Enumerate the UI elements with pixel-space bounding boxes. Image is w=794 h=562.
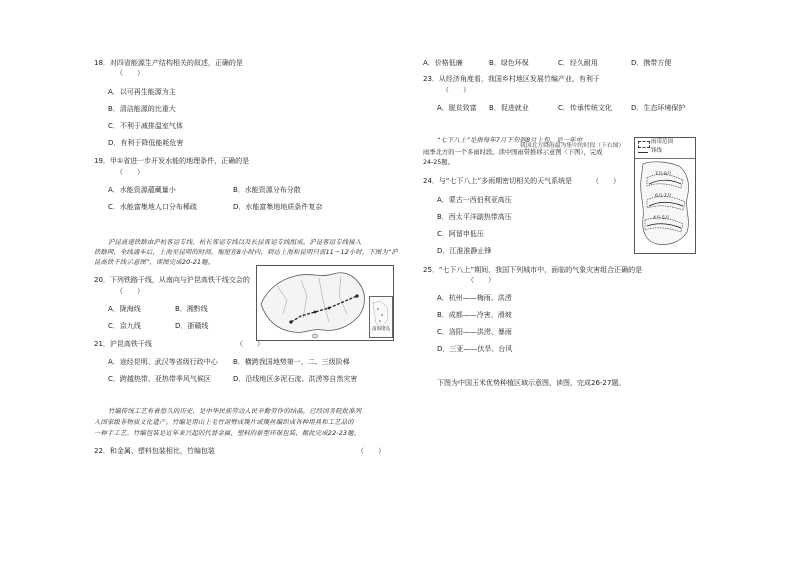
q23-option-d[interactable]: D．生态环境保护 — [631, 104, 686, 112]
passage2-line3: 一种手工艺。竹编包装是近年来兴起的代替金属、塑料的新型环保包装，据此完成22-23题。 — [94, 430, 361, 437]
passage3-line1: “七下八上”是指每年7月下旬到8月上旬，是一年中 — [437, 137, 583, 144]
q18-option-a[interactable]: A．以可再生能源为主 — [108, 88, 176, 96]
q18-option-b[interactable]: B．清洁能源的比重大 — [108, 105, 176, 113]
belt-label-may: 4月-5月 — [653, 216, 670, 221]
q20-option-d[interactable]: D．浙赣线 — [175, 322, 209, 330]
legend-rain-belt-icon — [638, 141, 650, 148]
passage3-line2: 雨季北方的一个多雨时段。读中国雨带推移示意图（下图），完成 — [423, 149, 603, 156]
q23-option-c[interactable]: C．传承传统文化 — [558, 104, 612, 112]
passage1-line3: 昆高铁干线示意图”，读图完成20-21题。 — [94, 259, 215, 266]
passage2-line2: 入国家级非物质文化遗产。竹编是用山上毛竹剖劈成篾片或篾丝编织成各种用具和工艺品的 — [94, 419, 354, 426]
legend-front-label: 锋线 — [651, 148, 663, 154]
q24-option-c[interactable]: C．阿留申低压 — [437, 230, 484, 238]
q25-stem: 25．“七下八上”期间，我国下列城市中，面临的气象灾害组合正确的是 — [423, 266, 643, 274]
q19-paren: （ ） — [116, 168, 144, 176]
q22-stem: 22．和金属、塑料包装相比，竹编包装 — [94, 447, 215, 455]
passage2-line1: 竹编传统工艺有着悠久的历史，是中华民族劳动人民辛勤劳作的结晶，已经国务院批准列 — [108, 408, 362, 415]
q24-option-d[interactable]: D．江淮准静止锋 — [437, 247, 492, 255]
q23-option-a[interactable]: A．脱贫致富 — [437, 104, 477, 112]
intro-26-27: 下图为中国玉米优势种植区域示意图，读图，完成26-27题。 — [437, 379, 626, 387]
passage3-line3: 24-25题。 — [423, 159, 454, 166]
passage3-line1b: 我国北方降雨最为集中的时段（下右图） — [520, 143, 625, 149]
hsr-map — [256, 265, 394, 341]
q20-option-c[interactable]: C．京九线 — [108, 322, 141, 330]
q21-option-a[interactable]: A．途经昆明、武汉等省级行政中心 — [108, 358, 218, 366]
q22-option-c[interactable]: C．经久耐用 — [558, 59, 598, 67]
rain-belt-map — [634, 137, 696, 254]
q25-paren: （ ） — [467, 276, 495, 284]
south-china-sea-inset — [369, 296, 393, 338]
q19-option-b[interactable]: B．水能资源分布分散 — [233, 186, 301, 194]
belt-label-jun: 6月-7月 — [655, 194, 672, 199]
legend-front-icon — [638, 152, 648, 153]
q18-option-c[interactable]: C．不利于减排温室气体 — [108, 122, 183, 130]
q24-stem: 24．与“七下八上”多雨期密切相关的天气系统是 — [423, 177, 573, 185]
q24-paren: （ ） — [592, 177, 620, 185]
q19-stem: 19．甲①省进一步开发水能的地理条件，正确的是 — [94, 157, 250, 165]
q25-option-a[interactable]: A．杭州——梅雨、洪涝 — [437, 294, 512, 302]
q19-option-c[interactable]: C．水能富集地人口分布稀疏 — [108, 203, 197, 211]
q23-paren: （ ） — [442, 86, 470, 94]
belt-label-jul: 7月-8月 — [655, 172, 672, 177]
q23-stem: 23．从经济角度看，我国乡村地区发展竹编产业，有利于 — [423, 75, 600, 83]
q19-option-d[interactable]: D．水能富集地地质条件复杂 — [233, 203, 323, 211]
q20-option-b[interactable]: B．湘黔线 — [175, 305, 208, 313]
q18-stem: 18．对四省能源生产结构相关的叙述，正确的是 — [94, 59, 243, 67]
q23-option-b[interactable]: B．促进就业 — [489, 104, 529, 112]
q21-paren: （ ） — [236, 340, 264, 348]
q25-option-d[interactable]: D．三亚——伏旱、台风 — [437, 345, 513, 353]
q25-option-b[interactable]: B．成都——冷害、滑坡 — [437, 311, 512, 319]
q18-paren: （ ） — [116, 69, 144, 77]
q22-option-a[interactable]: A．价格低廉 — [423, 59, 463, 67]
q18-option-d[interactable]: D．有利于降低能耗危害 — [108, 139, 184, 147]
q24-option-a[interactable]: A．蒙古一西伯利亚高压 — [437, 196, 512, 204]
q22-paren: （ ） — [357, 447, 385, 455]
q19-option-a[interactable]: A．水能资源蕴藏量小 — [108, 186, 176, 194]
q20-stem: 20．下列铁路干线，从南向与沪昆高铁干线交会的 — [94, 276, 250, 284]
q21-option-d[interactable]: D．沿线地区多泥石流、洪涝等自然灾害 — [233, 375, 358, 383]
rain-belt-legend — [635, 138, 695, 159]
passage1-line1: 沪昆高速铁路由沪杭客运专线、杭长客运专线以及长昆客运专线组成。沪昆客运专线接入 — [108, 239, 362, 246]
q25-option-c[interactable]: C．洛阳——洪涝、暴雨 — [437, 328, 512, 336]
q21-option-c[interactable]: C．跨越热带、亚热带季风气候区 — [108, 375, 211, 383]
legend-rain-belt-label: 雨带范围 — [651, 139, 674, 145]
q20-option-a[interactable]: A．陇海线 — [108, 305, 141, 313]
passage1-line2: 铁路网，全线通车后，上海至昆明的时间，缩短在8小时内，到达上海和昆明只需11～12小时。下图为“沪 — [94, 249, 398, 256]
q22-option-b[interactable]: B．绿色环保 — [489, 59, 529, 67]
inset-label: 南海诸岛 — [372, 327, 390, 332]
q21-option-b[interactable]: B．横跨我国地势第一、二、三级阶梯 — [233, 358, 350, 366]
q21-stem: 21．沪昆高铁干线 — [94, 340, 152, 348]
q20-paren: （ ） — [116, 287, 144, 295]
q24-option-b[interactable]: B．西太平洋副热带高压 — [437, 213, 512, 221]
q22-option-d[interactable]: D．携带方便 — [631, 59, 672, 67]
